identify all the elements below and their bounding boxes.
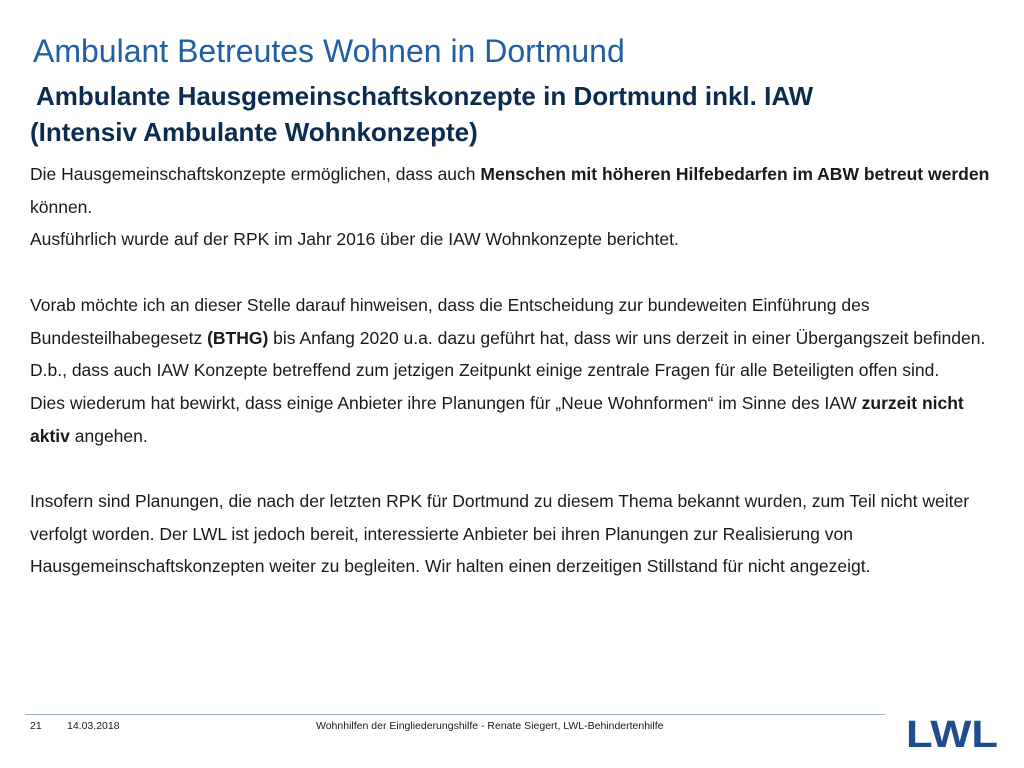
spacer <box>30 256 1005 289</box>
p3-text-c: bis Anfang 2020 u.a. dazu geführt hat, dass wir uns derzeit in einer Übergangszeit befinden. D.b., dass auch IAW Konzepte betreffend zum jetzigen Zeitpunkt einige zentrale Fragen für alle Beteiligten offen sind. <box>30 327 986 381</box>
p3-bold: (BTHG) <box>207 327 269 348</box>
spacer <box>30 452 1005 485</box>
p3-text-a: Vorab möchte ich an dieser Stelle darauf hinweisen, dass die Entscheidung zur bundeweiten Einführung des Bundesteilhabegesetz <box>30 294 870 348</box>
paragraph-3 <box>30 289 1005 387</box>
footer-date: 14.03.2018 <box>67 720 120 732</box>
footer-caption: Wohnhilfen der Eingliederungshilfe - Renate Siegert, LWL-Behindertenhilfe <box>316 720 664 732</box>
p1-bold: Menschen mit höheren Hilfebedarfen im ABW betreut werden <box>480 164 990 184</box>
lwl-logo-text: LWL <box>906 716 998 750</box>
slide-body <box>30 158 1005 583</box>
paragraph-1 <box>30 158 1005 223</box>
slide-title: Ambulant Betreutes Wohnen in Dortmund <box>33 33 625 69</box>
footer-divider <box>25 714 885 715</box>
lwl-logo <box>906 716 998 750</box>
p1-text-c: können. <box>30 196 93 217</box>
footer-page-number: 21 <box>30 720 42 732</box>
slide-subtitle <box>30 78 990 150</box>
subtitle-line-2: (Intensiv Ambulante Wohnkonzepte) <box>30 117 478 147</box>
paragraph-5: Insofern sind Planungen, die nach der letzten RPK für Dortmund zu diesem Thema bekannt wurden, zum Teil nicht weiter verfolgt worden. Der LWL ist jedoch bereit, interessierte Anbieter bei ihren Planungen zur Realisierung von Hausgemeinschaftskonzepten weiter zu begleiten. Wir halten einen derzeitigen Stillstand für nicht angezeigt. <box>30 491 970 577</box>
p4-bold: zurzeit nicht aktiv <box>30 392 964 446</box>
paragraph-4 <box>30 387 1005 452</box>
subtitle-line-1: Ambulante Hausgemeinschaftskonzepte in Dortmund inkl. IAW <box>36 81 814 111</box>
p1-text-a: Die Hausgemeinschaftskonzepte ermöglichen, dass auch <box>30 164 481 184</box>
p4-text-c: angehen. <box>69 425 148 446</box>
p4-text-a: Dies wiederum hat bewirkt, dass einige Anbieter ihre Planungen für „Neue Wohnformen“ im Sinne des IAW <box>30 392 862 413</box>
paragraph-2: Ausführlich wurde auf der RPK im Jahr 2016 über die IAW Wohnkonzepte berichtet. <box>30 229 679 250</box>
